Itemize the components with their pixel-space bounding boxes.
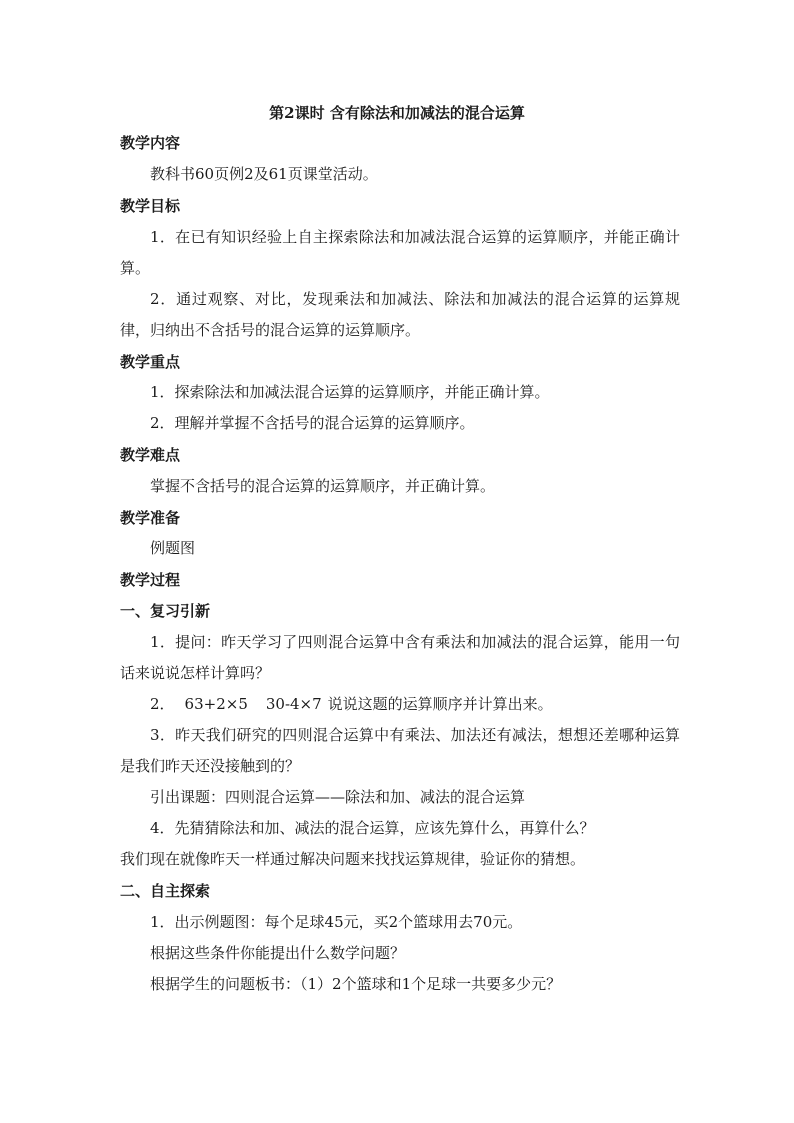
heading-preparation: 教学准备 — [120, 509, 181, 527]
goal-item-2: 2．通过观察、对比，发现乘法和加减法、除法和加减法的混合运算的运算规律，归纳出不含括号的混合运算的运算顺序。 — [120, 290, 680, 339]
review-item-4-continued: 我们现在就像昨天一样通过解决问题来找找运算规律，验证你的猜想。 — [120, 850, 586, 868]
explore-question: 根据这些条件你能提出什么数学问题？ — [150, 944, 406, 962]
heading-process: 教学过程 — [120, 571, 181, 589]
preparation-text: 例题图 — [150, 539, 196, 557]
heading-review: 一、复习引新 — [120, 602, 211, 620]
review-item-2 — [120, 689, 680, 720]
heading-teaching-goals: 教学目标 — [120, 197, 181, 215]
heading-difficulty: 教学难点 — [120, 446, 181, 464]
difficulty-text: 掌握不含括号的混合运算的运算顺序，并正确计算。 — [150, 477, 496, 495]
formula-expression-2: 30-4×7 — [265, 695, 322, 713]
review-item-3: 3．昨天我们研究的四则混合运算中有乘法、加法还有减法，想想还差哪种运算是我们昨天还没接触到的？ — [120, 726, 680, 775]
review-item-2-number: 2． — [150, 695, 175, 713]
formula-expression-1: 63+2×5 — [184, 695, 248, 713]
lesson-title: 第2课时 含有除法和加减法的混合运算 — [269, 104, 525, 122]
heading-explore: 二、自主探索 — [120, 882, 211, 900]
explore-item-1: 1．出示例题图：每个足球45元，买2个篮球用去70元。 — [150, 913, 523, 931]
heading-key-points: 教学重点 — [120, 353, 181, 371]
review-item-1: 1．提问：昨天学习了四则混合运算中含有乘法和加减法的混合运算，能用一句话来说说怎样计算吗？ — [120, 633, 680, 682]
review-intro-topic: 引出课题：四则混合运算——除法和加、减法的混合运算 — [150, 788, 526, 806]
heading-teaching-content: 教学内容 — [120, 134, 181, 152]
goal-item-1: 1．在已有知识经验上自主探索除法和加减法混合运算的运算顺序，并能正确计算。 — [120, 228, 680, 277]
explore-board-note: 根据学生的问题板书：（1）2个篮球和1个足球一共要多少元？ — [150, 975, 562, 993]
key-point-item-1: 1．探索除法和加减法混合运算的运算顺序，并能正确计算。 — [150, 383, 550, 401]
teaching-content-text: 教科书60页例2及61页课堂活动。 — [150, 165, 378, 183]
key-point-item-2: 2．理解并掌握不含括号的混合运算的运算顺序。 — [150, 414, 475, 432]
review-item-2-text: 说说这题的运算顺序并计算出来。 — [327, 695, 553, 713]
review-item-4: 4．先猜猜除法和加、减法的混合运算，应该先算什么，再算什么？ — [150, 819, 595, 837]
